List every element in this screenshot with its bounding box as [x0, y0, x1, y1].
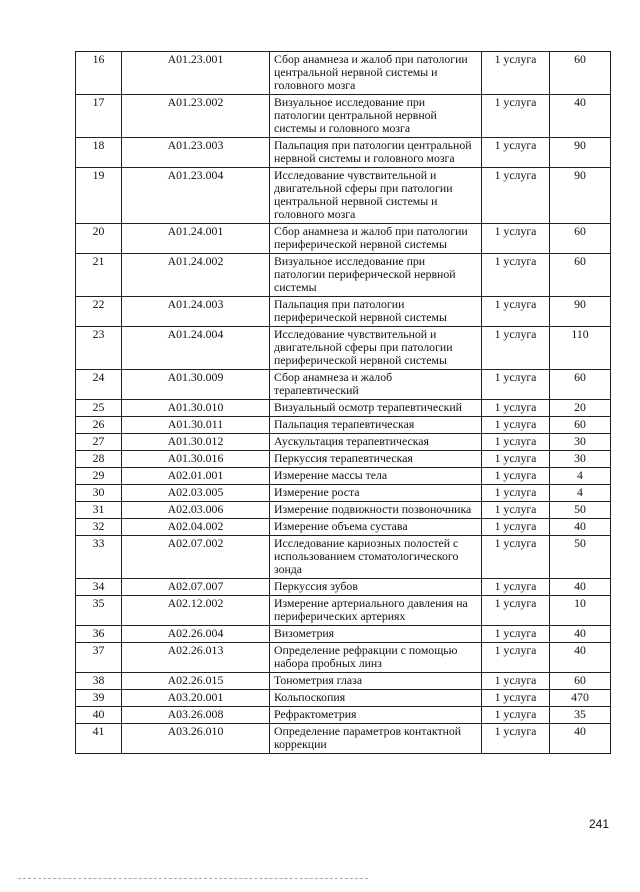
service-name: Измерение массы тела	[270, 468, 482, 485]
table-row	[76, 536, 611, 579]
service-value: 40	[550, 579, 611, 596]
service-value: 470	[550, 690, 611, 707]
service-value: 10	[550, 596, 611, 626]
service-name: Визуальное исследование при патологии центральной нервной системы и головного мозга	[270, 95, 482, 138]
table-row	[76, 690, 611, 707]
service-code: A01.23.002	[122, 95, 270, 138]
table-row	[76, 519, 611, 536]
row-number: 30	[76, 485, 122, 502]
row-number: 23	[76, 327, 122, 370]
service-value: 40	[550, 643, 611, 673]
service-name: Пальпация при патологии центральной нервной системы и головного мозга	[270, 138, 482, 168]
row-number: 20	[76, 224, 122, 254]
service-value: 35	[550, 707, 611, 724]
row-number: 19	[76, 168, 122, 224]
table-row	[76, 468, 611, 485]
service-name: Кольпоскопия	[270, 690, 482, 707]
service-code: A01.30.012	[122, 434, 270, 451]
service-unit: 1 услуга	[482, 690, 550, 707]
row-number: 24	[76, 370, 122, 400]
service-name: Измерение артериального давления на периферических артериях	[270, 596, 482, 626]
row-number: 27	[76, 434, 122, 451]
service-name: Исследование чувствительной и двигательной сферы при патологии центральной нервной системы и головного мозга	[270, 168, 482, 224]
row-number: 26	[76, 417, 122, 434]
service-value: 60	[550, 224, 611, 254]
service-value: 60	[550, 673, 611, 690]
service-name: Рефрактометрия	[270, 707, 482, 724]
service-unit: 1 услуга	[482, 626, 550, 643]
table-row	[76, 643, 611, 673]
service-code: A01.30.011	[122, 417, 270, 434]
service-unit: 1 услуга	[482, 52, 550, 95]
service-name: Исследование чувствительной и двигательной сферы при патологии периферической нервной системы	[270, 327, 482, 370]
service-unit: 1 услуга	[482, 485, 550, 502]
table-row	[76, 485, 611, 502]
service-unit: 1 услуга	[482, 502, 550, 519]
service-value: 60	[550, 52, 611, 95]
row-number: 18	[76, 138, 122, 168]
service-value: 40	[550, 519, 611, 536]
service-name: Перкуссия терапевтическая	[270, 451, 482, 468]
service-unit: 1 услуга	[482, 417, 550, 434]
row-number: 37	[76, 643, 122, 673]
service-name: Визуальное исследование при патологии периферической нервной системы	[270, 254, 482, 297]
service-code: A03.26.010	[122, 724, 270, 754]
service-unit: 1 услуга	[482, 643, 550, 673]
row-number: 16	[76, 52, 122, 95]
service-name: Измерение объема сустава	[270, 519, 482, 536]
service-value: 4	[550, 485, 611, 502]
row-number: 29	[76, 468, 122, 485]
table-row	[76, 434, 611, 451]
row-number: 22	[76, 297, 122, 327]
service-unit: 1 услуга	[482, 536, 550, 579]
service-code: A01.24.002	[122, 254, 270, 297]
service-value: 90	[550, 297, 611, 327]
service-unit: 1 услуга	[482, 596, 550, 626]
table-row	[76, 138, 611, 168]
service-value: 90	[550, 138, 611, 168]
row-number: 39	[76, 690, 122, 707]
service-name: Исследование кариозных полостей с использованием стоматологического зонда	[270, 536, 482, 579]
row-number: 38	[76, 673, 122, 690]
row-number: 17	[76, 95, 122, 138]
row-number: 32	[76, 519, 122, 536]
service-unit: 1 услуга	[482, 297, 550, 327]
service-code: A02.26.013	[122, 643, 270, 673]
service-value: 60	[550, 370, 611, 400]
table-row	[76, 254, 611, 297]
row-number: 25	[76, 400, 122, 417]
service-name: Определение параметров контактной коррекции	[270, 724, 482, 754]
row-number: 33	[76, 536, 122, 579]
service-code: A01.23.001	[122, 52, 270, 95]
row-number: 28	[76, 451, 122, 468]
service-value: 30	[550, 434, 611, 451]
row-number: 34	[76, 579, 122, 596]
row-number: 36	[76, 626, 122, 643]
row-number: 21	[76, 254, 122, 297]
table-row	[76, 579, 611, 596]
table-row	[76, 673, 611, 690]
service-code: A01.24.003	[122, 297, 270, 327]
services-table	[75, 51, 611, 754]
service-value: 110	[550, 327, 611, 370]
row-number: 40	[76, 707, 122, 724]
service-unit: 1 услуга	[482, 138, 550, 168]
service-unit: 1 услуга	[482, 370, 550, 400]
service-name: Пальпация при патологии периферической нервной системы	[270, 297, 482, 327]
service-name: Измерение роста	[270, 485, 482, 502]
row-number: 31	[76, 502, 122, 519]
service-code: A01.24.001	[122, 224, 270, 254]
table-row	[76, 52, 611, 95]
table-row	[76, 417, 611, 434]
service-code: A02.26.004	[122, 626, 270, 643]
service-code: A02.07.007	[122, 579, 270, 596]
service-value: 60	[550, 417, 611, 434]
service-unit: 1 услуга	[482, 400, 550, 417]
service-code: A01.30.009	[122, 370, 270, 400]
row-number: 41	[76, 724, 122, 754]
service-unit: 1 услуга	[482, 673, 550, 690]
service-name: Визометрия	[270, 626, 482, 643]
footer-rule	[18, 878, 368, 879]
table-row	[76, 400, 611, 417]
page-number: 241	[589, 817, 610, 831]
service-code: A02.01.001	[122, 468, 270, 485]
service-code: A02.12.002	[122, 596, 270, 626]
service-unit: 1 услуга	[482, 451, 550, 468]
service-name: Сбор анамнеза и жалоб при патологии центральной нервной системы и головного мозга	[270, 52, 482, 95]
service-code: A01.30.016	[122, 451, 270, 468]
table-row	[76, 707, 611, 724]
service-unit: 1 услуга	[482, 579, 550, 596]
table-row	[76, 224, 611, 254]
service-name: Измерение подвижности позвоночника	[270, 502, 482, 519]
service-unit: 1 услуга	[482, 168, 550, 224]
service-code: A02.26.015	[122, 673, 270, 690]
service-name: Определение рефракции с помощью набора пробных линз	[270, 643, 482, 673]
service-unit: 1 услуга	[482, 707, 550, 724]
service-code: A02.03.005	[122, 485, 270, 502]
table-row	[76, 596, 611, 626]
service-name: Пальпация терапевтическая	[270, 417, 482, 434]
table-row	[76, 724, 611, 754]
table-row	[76, 297, 611, 327]
service-unit: 1 услуга	[482, 468, 550, 485]
table-row	[76, 502, 611, 519]
service-code: A01.23.004	[122, 168, 270, 224]
service-code: A01.23.003	[122, 138, 270, 168]
service-code: A01.24.004	[122, 327, 270, 370]
table-body	[76, 52, 611, 754]
row-number: 35	[76, 596, 122, 626]
service-value: 40	[550, 724, 611, 754]
service-value: 50	[550, 502, 611, 519]
service-unit: 1 услуга	[482, 95, 550, 138]
service-unit: 1 услуга	[482, 224, 550, 254]
table-row	[76, 451, 611, 468]
service-code: A03.26.008	[122, 707, 270, 724]
service-name: Сбор анамнеза и жалоб терапевтический	[270, 370, 482, 400]
service-unit: 1 услуга	[482, 434, 550, 451]
service-name: Тонометрия глаза	[270, 673, 482, 690]
service-value: 50	[550, 536, 611, 579]
service-name: Аускультация терапевтическая	[270, 434, 482, 451]
table-row	[76, 370, 611, 400]
service-value: 20	[550, 400, 611, 417]
service-unit: 1 услуга	[482, 519, 550, 536]
service-code: A01.30.010	[122, 400, 270, 417]
table-row	[76, 95, 611, 138]
service-value: 4	[550, 468, 611, 485]
service-value: 90	[550, 168, 611, 224]
service-value: 40	[550, 95, 611, 138]
table-row	[76, 168, 611, 224]
service-code: A02.04.002	[122, 519, 270, 536]
service-name: Сбор анамнеза и жалоб при патологии периферической нервной системы	[270, 224, 482, 254]
service-name: Перкуссия зубов	[270, 579, 482, 596]
service-code: A03.20.001	[122, 690, 270, 707]
service-unit: 1 услуга	[482, 724, 550, 754]
table-row	[76, 327, 611, 370]
service-value: 60	[550, 254, 611, 297]
service-name: Визуальный осмотр терапевтический	[270, 400, 482, 417]
table-row	[76, 626, 611, 643]
service-value: 30	[550, 451, 611, 468]
service-value: 40	[550, 626, 611, 643]
service-code: A02.03.006	[122, 502, 270, 519]
service-code: A02.07.002	[122, 536, 270, 579]
service-unit: 1 услуга	[482, 254, 550, 297]
service-unit: 1 услуга	[482, 327, 550, 370]
